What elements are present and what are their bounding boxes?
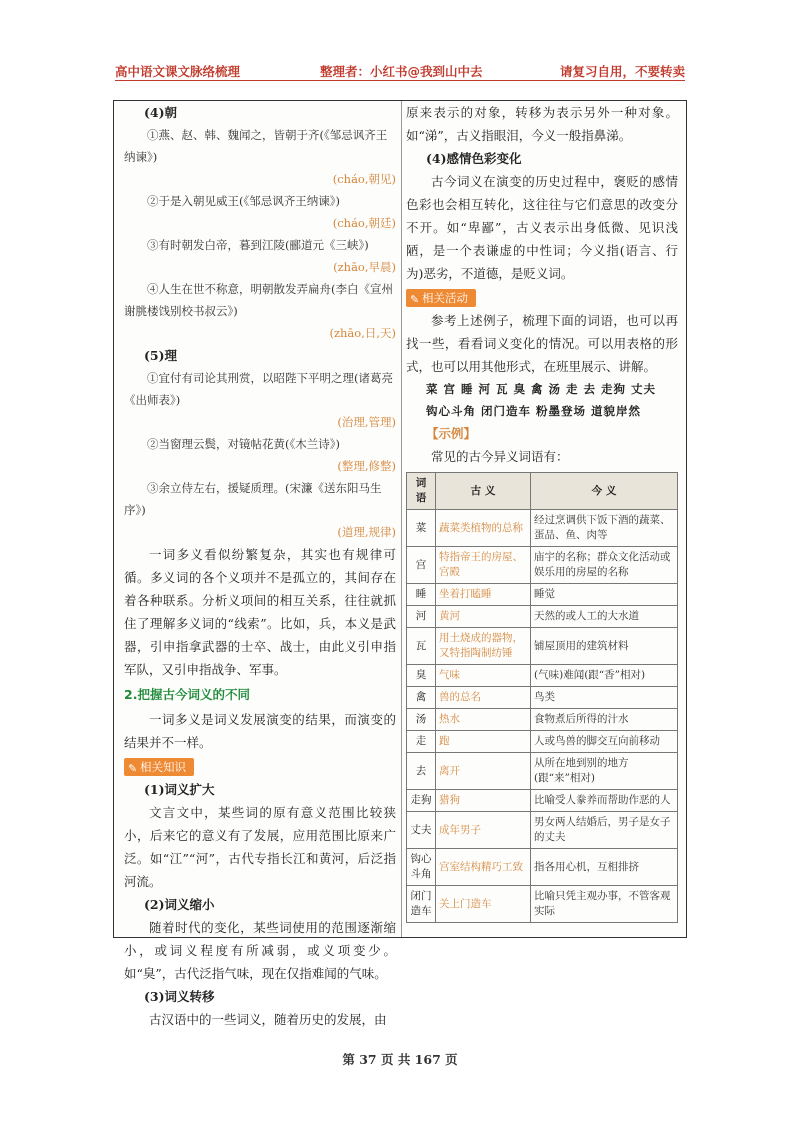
example-gloss: (整理,修整) (337, 459, 396, 473)
idiom-list: 钩心斗角 闭门造车 粉墨登场 道貌岸然 (426, 404, 642, 418)
table-row (407, 731, 678, 753)
expansion-heading: (1)词义扩大 (144, 782, 215, 797)
right-column (406, 101, 678, 923)
page-header (115, 62, 685, 82)
shift-heading: (3)词义转移 (144, 989, 215, 1004)
example-gloss: (cháo,朝见) (332, 172, 396, 186)
header-title: 高中语文课文脉络梳理 (115, 64, 241, 79)
ancient-meaning-cell: 宫室结构精巧工致 (436, 849, 531, 886)
header-rule (115, 80, 685, 81)
modern-meaning-cell: 鸟类 (531, 687, 678, 709)
narrowing-heading: (2)词义缩小 (144, 897, 215, 912)
li-heading: (5)理 (144, 348, 178, 363)
ancient-meaning-cell: 用土烧成的器物，又特指陶制纺锤 (436, 628, 531, 665)
table-row (407, 628, 678, 665)
polysemy-paragraph: 一词多义看似纷繁复杂，其实也有规律可循。多义词的各个义项并不是孤立的，其间存在着各种联系。分析义项间的相互关系，往往就抓住了理解多义词的“线索”。比如，兵，本义是武器，引申指拿武器的士卒、战士，由此义引申指军队，又引申指战争、军事。 (124, 547, 396, 677)
modern-meaning-cell: 比喻只凭主观办事，不管客观实际 (531, 886, 678, 923)
ancient-meaning-cell: 黄河 (436, 606, 531, 628)
example-text: ②当窗理云鬓，对镜帖花黄(《木兰诗》) (147, 437, 340, 451)
chao-heading: (4)朝 (144, 105, 178, 120)
word-cell: 闭门造车 (407, 886, 436, 923)
word-cell: 菜 (407, 510, 436, 547)
column-header: 词 语 (407, 473, 436, 510)
ancient-meaning-cell: 兽的总名 (436, 687, 531, 709)
example-gloss: (道理,规律) (337, 525, 396, 539)
table-row (407, 812, 678, 849)
header-author: 整理者：小红书@我到山中去 (320, 64, 483, 79)
related-activity-tag (406, 289, 476, 307)
modern-meaning-cell: 人或鸟兽的脚交互向前移动 (531, 731, 678, 753)
word-cell: 去 (407, 753, 436, 790)
table-row (407, 709, 678, 731)
example-text: ②于是入朝见威王(《邹忌讽齐王纳谏》) (147, 194, 340, 208)
table-row (407, 753, 678, 790)
shift-continuation: 原来表示的对象，转移为表示另外一种对象。如“涕”，古义指眼泪，今义一般指鼻涕。 (406, 105, 678, 143)
ancient-meaning-cell: 特指帝王的房屋、宫殿 (436, 547, 531, 584)
li-examples (124, 367, 396, 543)
word-cell: 丈夫 (407, 812, 436, 849)
example-text: ①燕、赵、韩、魏闻之，皆朝于齐(《邹忌讽齐王纳谏》) (124, 128, 388, 164)
tag-label: 相关知识 (140, 760, 186, 774)
table-row (407, 849, 678, 886)
ancient-meaning-cell: 离开 (436, 753, 531, 790)
modern-meaning-cell: 经过烹调供下饭下酒的蔬菜、蛋品、鱼、肉等 (531, 510, 678, 547)
chao-examples (124, 124, 396, 344)
modern-meaning-cell: 比喻受人豢养而帮助作恶的人 (531, 790, 678, 812)
emotion-paragraph: 古今词义在演变的历史过程中，褒贬的感情色彩也会相互转化，这往往与它们意思的改变分不开。如“卑鄙”，古义表示出身低微、见识浅陋，是一个表谦虚的中性词；今义指(语言、行为)恶劣，不道德，是贬义词。 (406, 174, 678, 281)
table-row (407, 584, 678, 606)
word-cell: 臭 (407, 665, 436, 687)
table-row (407, 547, 678, 584)
ancient-meaning-cell: 猎狗 (436, 790, 531, 812)
table-header-row (407, 473, 678, 510)
section-heading: 2.把握古今词义的不同 (124, 687, 250, 702)
modern-meaning-cell: 铺屋顶用的建筑材料 (531, 628, 678, 665)
word-cell: 瓦 (407, 628, 436, 665)
word-cell: 走 (407, 731, 436, 753)
table-row (407, 687, 678, 709)
table-body (407, 510, 678, 923)
ancient-meaning-cell: 气味 (436, 665, 531, 687)
pen-icon: ✎ (410, 293, 420, 306)
example-text: ③有时朝发白帝，暮到江陵(郦道元《三峡》) (147, 238, 369, 252)
ancient-meaning-cell: 蔬菜类植物的总称 (436, 510, 531, 547)
example-gloss: (zhāo,早晨) (333, 260, 396, 274)
example-gloss: (zhāo,日,天) (329, 326, 396, 340)
activity-paragraph: 参考上述例子，梳理下面的词语，也可以再找一些，看看词义变化的情况。可以用表格的形式，也可以用其他形式，在班里展示、讲解。 (406, 313, 678, 374)
modern-meaning-cell: 食物煮后所得的汁水 (531, 709, 678, 731)
modern-meaning-cell: 睡觉 (531, 584, 678, 606)
modern-meaning-cell: 男女两人结婚后，男子是女子的丈夫 (531, 812, 678, 849)
word-list: 菜 宫 睡 河 瓦 臭 禽 汤 走 去 走狗 丈夫 (426, 382, 657, 396)
emotion-heading: (4)感情色彩变化 (426, 151, 522, 166)
column-header: 今 义 (531, 473, 678, 510)
ancient-meaning-cell: 成年男子 (436, 812, 531, 849)
ancient-modern-meaning-table (406, 472, 678, 923)
modern-meaning-cell: (气味)难闻(跟“香”相对) (531, 665, 678, 687)
word-cell: 钩心斗角 (407, 849, 436, 886)
example-text: ①宜付有司论其刑赏，以昭陛下平明之理(诸葛亮《出师表》) (124, 371, 393, 407)
table-row (407, 886, 678, 923)
word-cell: 宫 (407, 547, 436, 584)
evolution-paragraph: 一词多义是词义发展演变的结果，而演变的结果并不一样。 (124, 712, 396, 750)
example-gloss: (治理,管理) (337, 415, 396, 429)
table-row (407, 606, 678, 628)
narrowing-paragraph: 随着时代的变化，某些词使用的范围逐渐缩小，或词义程度有所减弱，或义项变少。如“臭”，古代泛指气味，现在仅指难闻的气味。 (124, 920, 396, 981)
ancient-meaning-cell: 跑 (436, 731, 531, 753)
word-cell: 睡 (407, 584, 436, 606)
word-cell: 汤 (407, 709, 436, 731)
left-column (124, 101, 396, 1031)
word-cell: 禽 (407, 687, 436, 709)
table-row (407, 510, 678, 547)
word-cell: 河 (407, 606, 436, 628)
page-number: 第 37 页 共 167 页 (342, 1052, 458, 1067)
table-row (407, 790, 678, 812)
pen-icon: ✎ (128, 762, 138, 775)
example-gloss: (cháo,朝廷) (332, 216, 396, 230)
header-note: 请复习自用，不要转卖 (559, 64, 685, 79)
column-divider (401, 101, 402, 937)
modern-meaning-cell: 庙宇的名称；群众文化活动或娱乐用的房屋的名称 (531, 547, 678, 584)
modern-meaning-cell: 指各用心机，互相排挤 (531, 849, 678, 886)
textbook-page (113, 100, 687, 1027)
shift-paragraph: 古汉语中的一些词义，随着历史的发展，由 (149, 1012, 387, 1027)
table-intro: 常见的古今异义词语有： (431, 449, 569, 464)
expansion-paragraph: 文言文中，某些词的原有意义范围比较狭小，后来它的意义有了发展，应用范围比原来广泛。如“江”“河”，古代专指长江和黄河，后泛指河流。 (124, 805, 396, 889)
related-knowledge-tag (124, 758, 194, 776)
modern-meaning-cell: 天然的或人工的大水道 (531, 606, 678, 628)
ancient-meaning-cell: 关上门造车 (436, 886, 531, 923)
example-text: ④人生在世不称意，明朝散发弄扁舟(李白《宣州谢朓楼饯别校书叔云》) (124, 282, 393, 318)
table-row (407, 665, 678, 687)
example-label: 【示例】 (426, 426, 477, 441)
word-cell: 走狗 (407, 790, 436, 812)
tag-label: 相关活动 (422, 291, 468, 305)
ancient-meaning-cell: 坐着打瞌睡 (436, 584, 531, 606)
ancient-meaning-cell: 热水 (436, 709, 531, 731)
column-header: 古 义 (436, 473, 531, 510)
example-text: ③余立侍左右，援疑质理。(宋濂《送东阳马生序》) (124, 481, 382, 517)
modern-meaning-cell: 从所在地到别的地方(跟“来”相对) (531, 753, 678, 790)
